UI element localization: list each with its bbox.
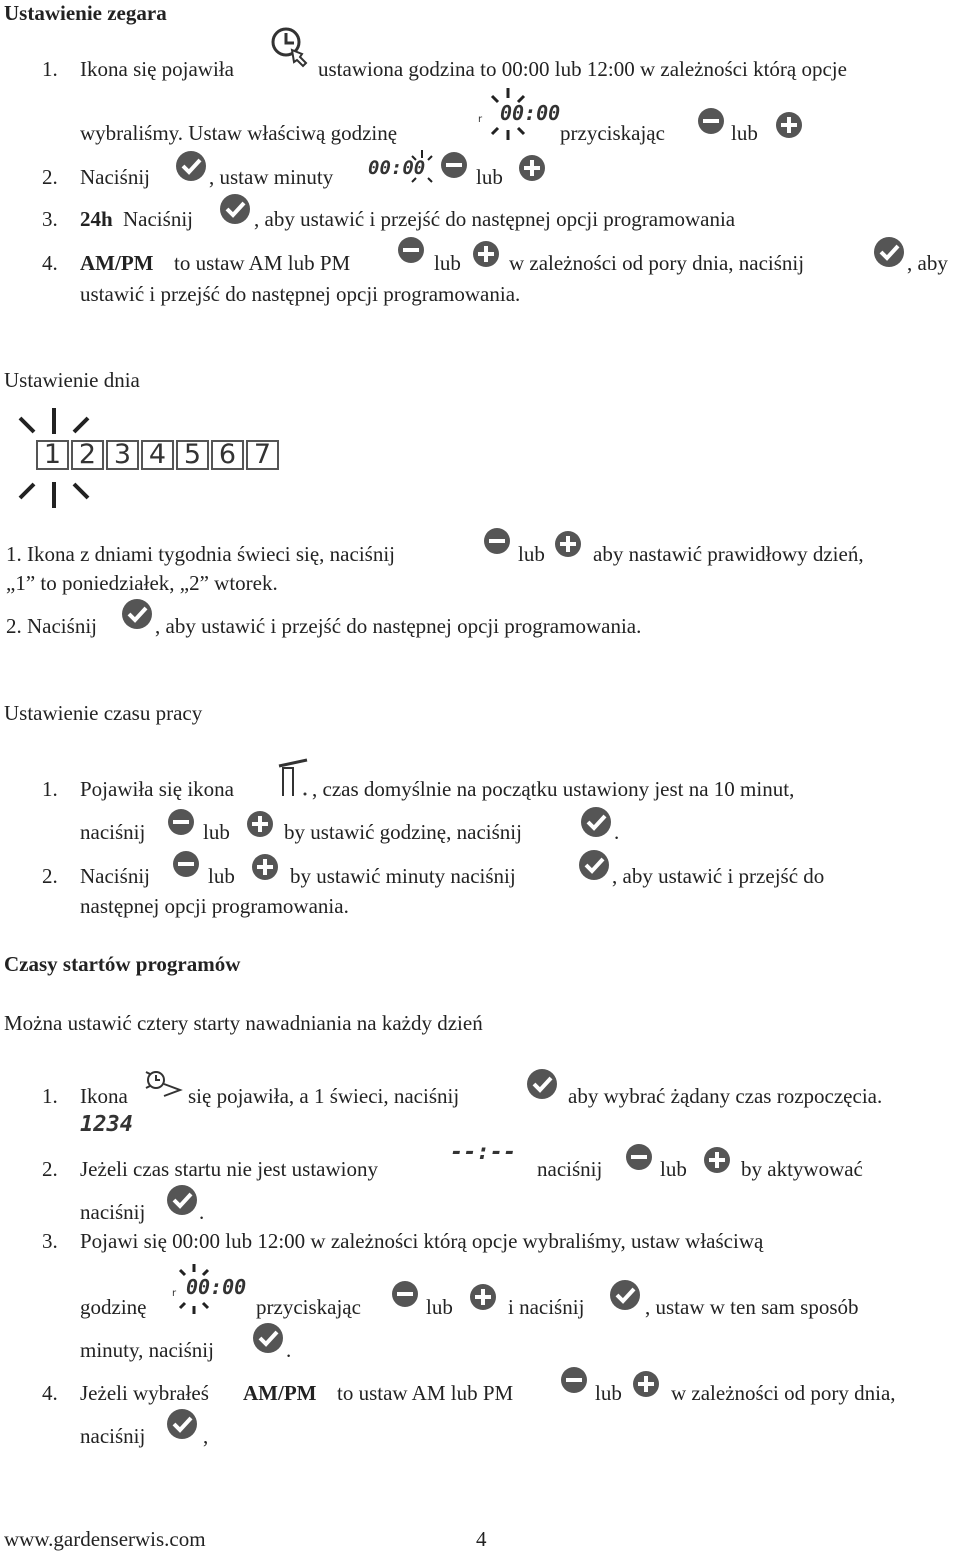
clock-step2-text-b: , ustaw minuty — [209, 165, 334, 189]
starts-step1-text-c: aby wybrać żądany czas rozpoczęcia. — [568, 1084, 883, 1108]
work-step2-text-d: , aby ustawić i przejść do — [612, 864, 825, 888]
starts-step3-cont-c: lub — [426, 1295, 453, 1319]
valve-icon — [277, 758, 313, 798]
minus-button-icon — [167, 808, 195, 836]
lcd-time-text: 00:00 — [500, 101, 561, 125]
plus-button-icon — [554, 530, 582, 558]
plus-button-icon — [518, 154, 546, 182]
plus-button-icon — [632, 1370, 660, 1398]
starts-step4-text-c: lub — [595, 1381, 622, 1405]
check-button-icon — [578, 849, 610, 881]
check-button-icon — [121, 598, 153, 630]
empty-start-time-lcd: --:-- — [450, 1140, 517, 1165]
day-step1-text-b: lub — [518, 542, 545, 566]
day-section-title: Ustawienie dnia — [4, 368, 140, 392]
day-step2-text-a: 2. Naciśnij — [6, 614, 97, 638]
check-button-icon — [873, 236, 905, 268]
starts-step4-cont-b: , — [203, 1424, 209, 1448]
check-button-icon — [252, 1322, 284, 1354]
minus-button-icon — [172, 850, 200, 878]
clock-step4-bold: AM/PM — [80, 251, 154, 275]
clock-step4-text-a: to ustaw AM lub PM — [174, 251, 351, 275]
clock-step3-text-b: , aby ustawić i przejść do następnej opcji programowania — [254, 207, 736, 231]
plus-button-icon — [469, 1283, 497, 1311]
day-step1-text-a: 1. Ikona z dniami tygodnia świeci się, naciśnij — [6, 542, 395, 566]
day-digit: 3 — [106, 440, 139, 470]
footer-url[interactable]: www.gardenserwis.com — [4, 1527, 206, 1551]
starts-step2-text-d: by aktywować — [741, 1157, 863, 1181]
clock-step4-text-b: lub — [434, 251, 461, 275]
clock-step2-text-a: Naciśnij — [80, 165, 150, 189]
clock-step4-cont: ustawić i przejść do następnej opcji programowania. — [80, 282, 521, 306]
lcd-time-blink-icon — [172, 1262, 248, 1316]
plus-button-icon — [703, 1146, 731, 1174]
check-button-icon — [580, 806, 612, 838]
clock-step1-number: 1. — [42, 57, 58, 81]
plus-button-icon — [251, 853, 279, 881]
clock-step4-number: 4. — [42, 251, 58, 275]
clock-step1-text-b: ustawiona godzina to 00:00 lub 12:00 w zależności którą opcje — [318, 57, 847, 81]
lcd-time-blink-icon — [478, 86, 561, 140]
starts-step1-text-b: się pojawiła, a 1 świeci, naciśnij — [188, 1084, 460, 1108]
day-digit: 7 — [246, 440, 279, 470]
starts-step3-cont-a: godzinę — [80, 1295, 147, 1319]
svg-text:r: r — [172, 1288, 177, 1299]
check-button-icon — [166, 1408, 198, 1440]
work-step1-cont-d: . — [614, 820, 620, 844]
starts-step3-cont-d: i naciśnij — [508, 1295, 585, 1319]
svg-text:00:00: 00:00 — [186, 1275, 247, 1299]
work-step2-text-a: Naciśnij — [80, 864, 150, 888]
plus-button-icon — [246, 810, 274, 838]
work-step2-cont: następnej opcji programowania. — [80, 894, 349, 918]
svg-text:r: r — [478, 114, 483, 125]
work-step2-text-c: by ustawić minuty naciśnij — [290, 864, 516, 888]
sprinkler-icon — [144, 1068, 184, 1102]
work-step1-text-b: , czas domyślnie na początku ustawiony jest na 10 minut, — [312, 777, 795, 801]
starts-step1-number: 1. — [42, 1084, 58, 1108]
starts-intro: Można ustawić cztery starty nawadniania na każdy dzień — [4, 1011, 483, 1035]
svg-text:00:00: 00:00 — [368, 157, 426, 179]
clock-step1-text-a: Ikona się pojawiła — [80, 57, 234, 81]
day-step2-text-b: , aby ustawić i przejść do następnej opcji programowania. — [155, 614, 642, 638]
work-step1-number: 1. — [42, 777, 58, 801]
plus-button-icon — [775, 111, 803, 139]
minus-button-icon — [560, 1366, 588, 1394]
day-segment-icon — [36, 440, 279, 470]
day-digit: 2 — [71, 440, 104, 470]
minus-button-icon — [625, 1143, 653, 1171]
starts-step3-cont-b: przyciskając — [256, 1295, 361, 1319]
starts-step3-text-a: Pojawi się 00:00 lub 12:00 w zależności którą opcje wybraliśmy, ustaw właściwą — [80, 1229, 764, 1253]
clock-step4-text-d: , aby — [907, 251, 948, 275]
clock-icon — [270, 26, 310, 68]
clock-step2-number: 2. — [42, 165, 58, 189]
starts-step2-number: 2. — [42, 1157, 58, 1181]
starts-step1-text-a: Ikona — [80, 1084, 128, 1108]
work-step1-text-a: Pojawiła się ikona — [80, 777, 234, 801]
check-button-icon — [166, 1184, 198, 1216]
minus-button-icon — [397, 236, 425, 264]
starts-step2-text-a: Jeżeli czas startu nie jest ustawiony — [80, 1157, 378, 1181]
work-step2-text-b: lub — [208, 864, 235, 888]
starts-step4-text-b: to ustaw AM lub PM — [337, 1381, 514, 1405]
day-digit: 5 — [176, 440, 209, 470]
starts-step3-cont-e: , ustaw w ten sam sposób — [645, 1295, 859, 1319]
clock-step1-cont-c: lub — [731, 121, 758, 145]
check-button-icon — [175, 150, 207, 182]
work-step1-cont-a: naciśnij — [80, 820, 146, 844]
work-step1-cont-b: lub — [203, 820, 230, 844]
clock-section-title: Ustawienie zegara — [4, 1, 167, 25]
minus-button-icon — [483, 527, 511, 555]
work-section-title: Ustawienie czasu pracy — [4, 701, 203, 725]
day-step1-text-c: aby nastawić prawidłowy dzień, — [593, 542, 864, 566]
starts-step4-bold: AM/PM — [243, 1381, 317, 1405]
day-digit: 6 — [211, 440, 244, 470]
day-digit: 1 — [36, 440, 69, 470]
minus-button-icon — [440, 151, 468, 179]
page-number: 4 — [476, 1527, 487, 1551]
starts-step2-text-b: naciśnij — [537, 1157, 603, 1181]
program-number-lcd: 1234 — [80, 1112, 133, 1137]
minus-button-icon — [697, 107, 725, 135]
starts-step4-text-d: w zależności od pory dnia, — [671, 1381, 896, 1405]
starts-step4-text-a: Jeżeli wybrałeś — [80, 1381, 209, 1405]
starts-step4-cont-a: naciśnij — [80, 1424, 146, 1448]
check-button-icon — [526, 1068, 558, 1100]
starts-step3-cont2-a: minuty, naciśnij — [80, 1338, 214, 1362]
clock-step1-cont-b: przyciskając — [560, 121, 665, 145]
day-step1-cont: „1” to poniedziałek, „2” wtorek. — [6, 571, 278, 595]
starts-step4-number: 4. — [42, 1381, 58, 1405]
starts-step2-text-c: lub — [660, 1157, 687, 1181]
lcd-minutes-icon — [366, 148, 436, 188]
check-button-icon — [219, 193, 251, 225]
work-step1-cont-c: by ustawić godzinę, naciśnij — [284, 820, 522, 844]
starts-step2-cont-b: . — [199, 1200, 205, 1224]
starts-step2-cont-a: naciśnij — [80, 1200, 146, 1224]
starts-step3-number: 3. — [42, 1229, 58, 1253]
clock-step4-text-c: w zależności od pory dnia, naciśnij — [509, 251, 805, 275]
plus-button-icon — [472, 240, 500, 268]
minus-button-icon — [391, 1280, 419, 1308]
clock-step3-bold: 24h — [80, 207, 113, 231]
clock-step2-text-c: lub — [476, 165, 503, 189]
clock-step3-text-a: Naciśnij — [123, 207, 193, 231]
clock-step1-cont-a: wybraliśmy. Ustaw właściwą godzinę — [80, 121, 398, 145]
check-button-icon — [609, 1279, 641, 1311]
starts-section-title: Czasy startów programów — [4, 952, 241, 976]
day-digit: 4 — [141, 440, 174, 470]
clock-step3-number: 3. — [42, 207, 58, 231]
work-step2-number: 2. — [42, 864, 58, 888]
starts-step3-cont2-b: . — [286, 1338, 292, 1362]
